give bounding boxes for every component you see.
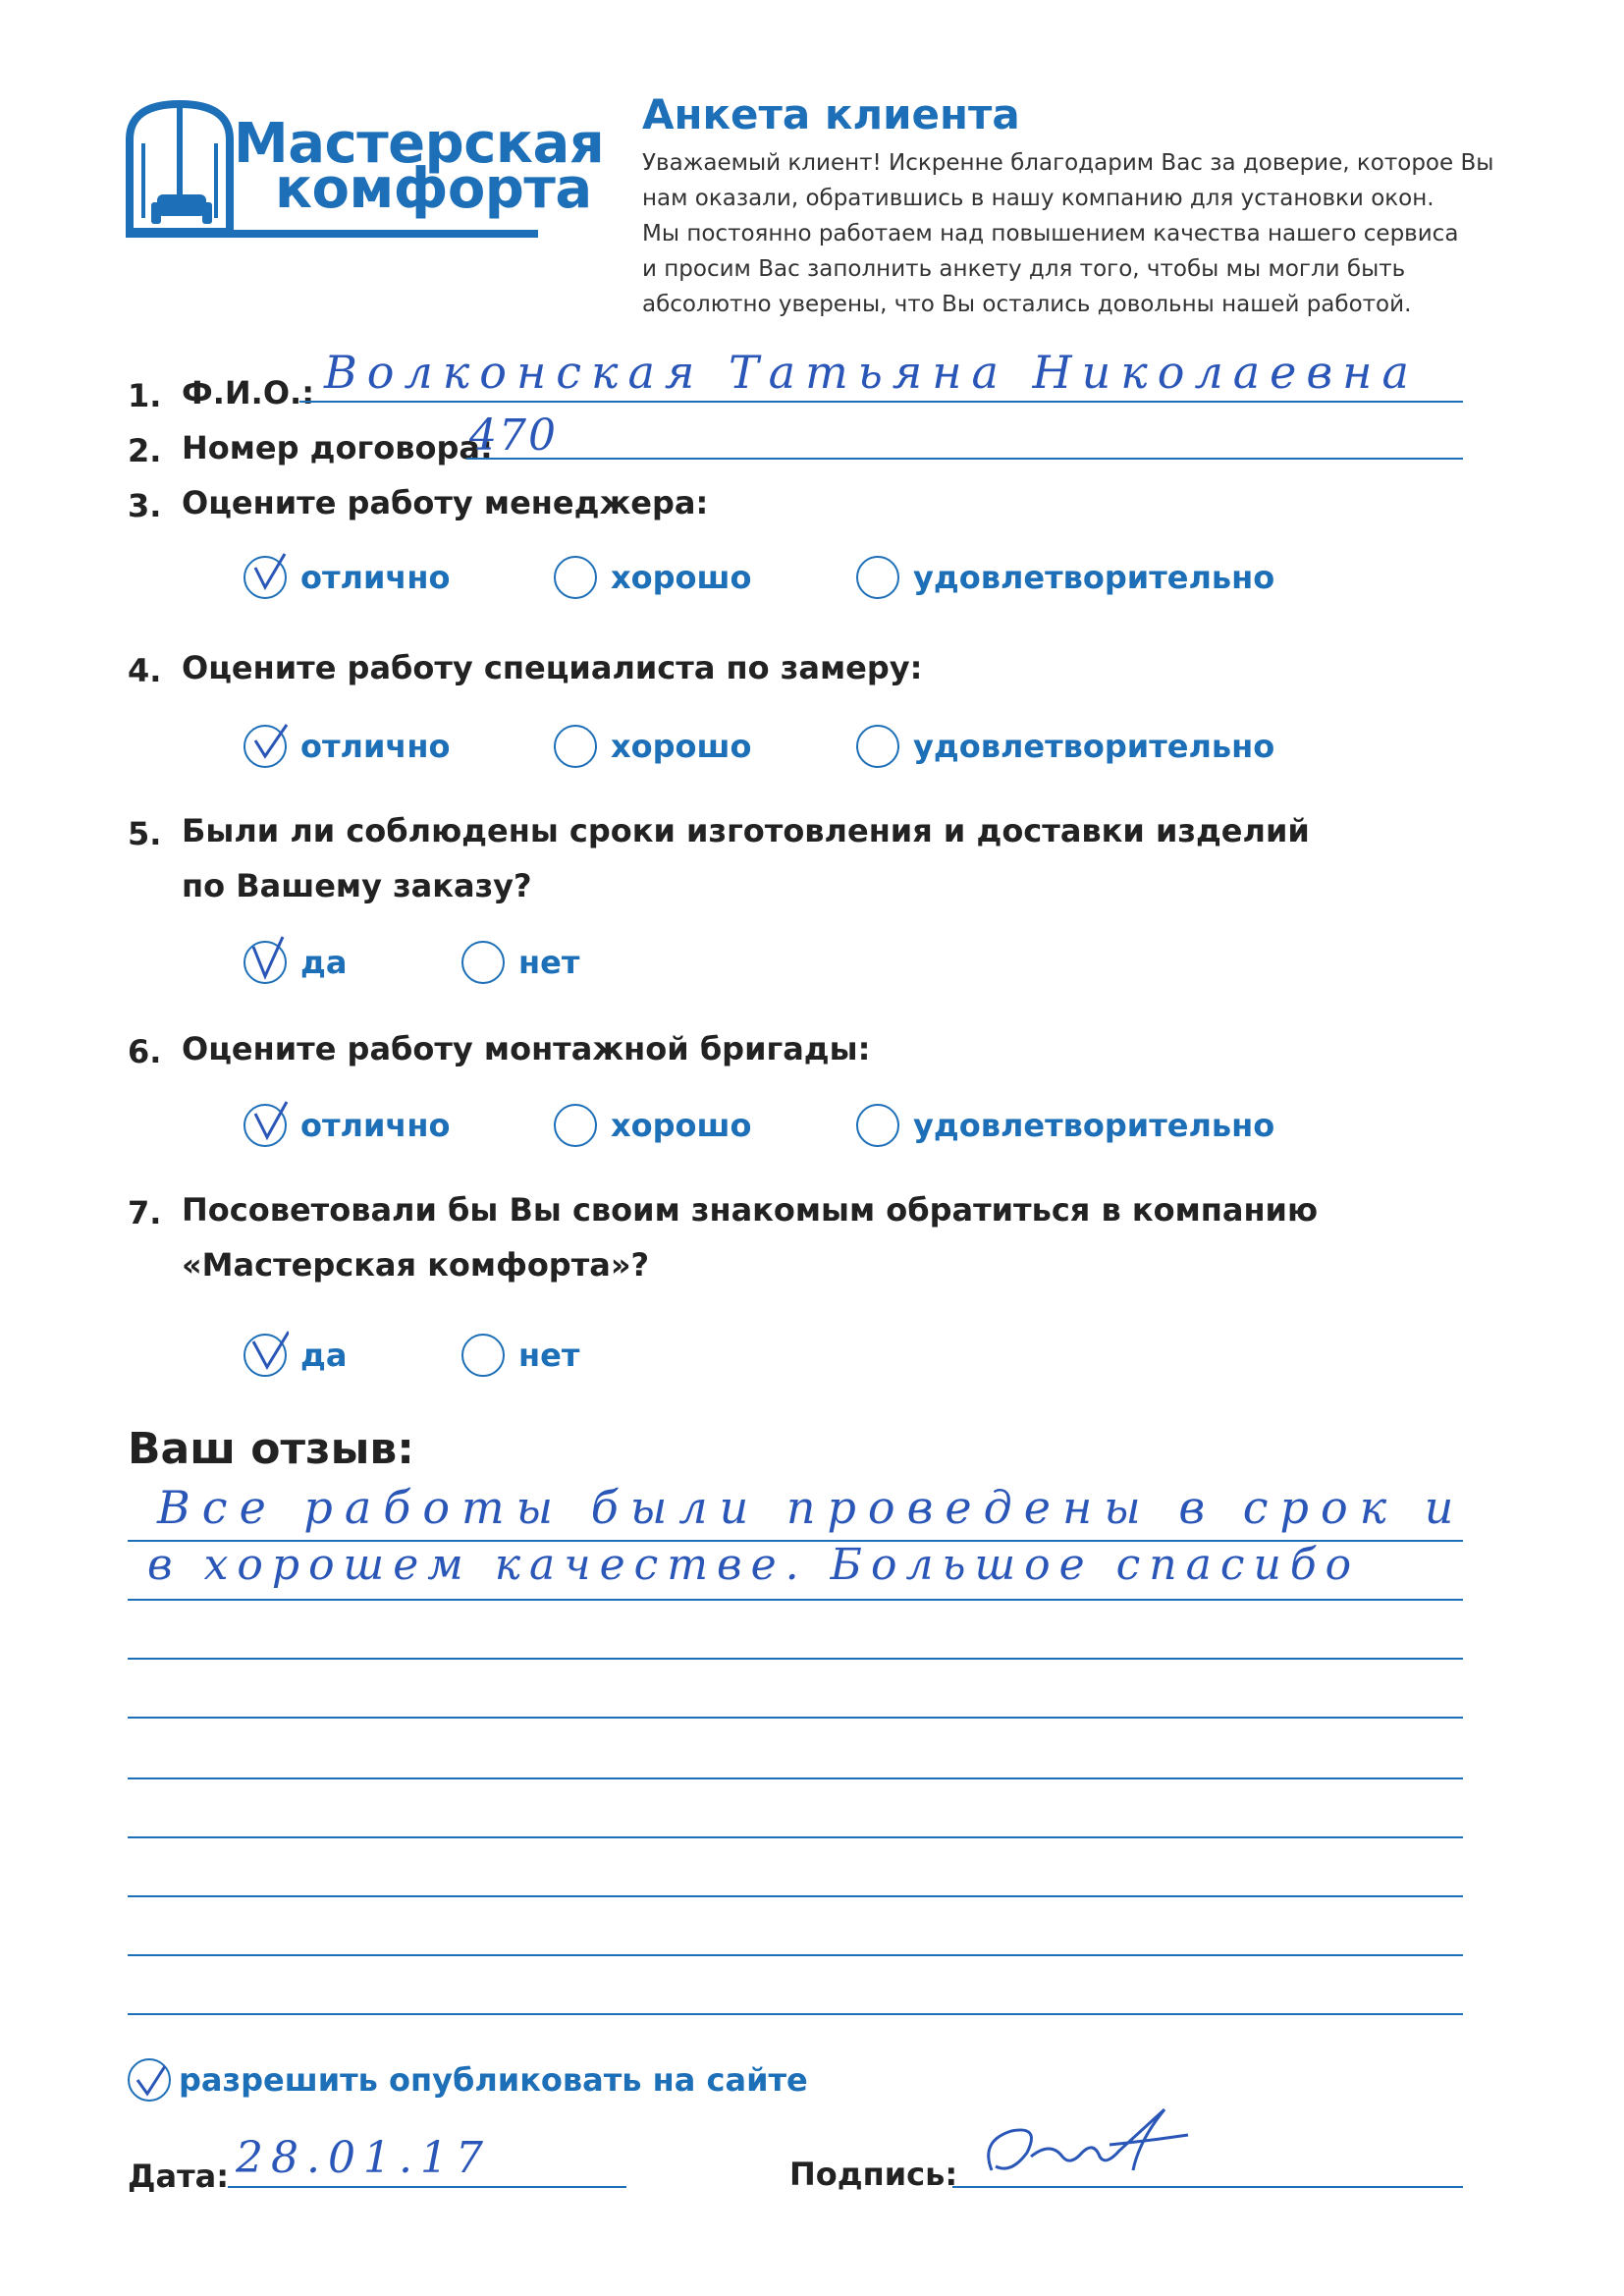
date-value[interactable]: 28.01.17	[236, 2133, 491, 2183]
review-heading: Ваш отзыв:	[128, 1424, 414, 1474]
q3-option-good[interactable]	[554, 556, 751, 599]
q1-underline	[299, 401, 1463, 403]
radio-circle[interactable]	[461, 1334, 505, 1377]
q6-options	[244, 1104, 1324, 1159]
q5-options	[244, 941, 833, 996]
check-icon	[249, 548, 289, 603]
radio-circle[interactable]	[244, 1104, 287, 1147]
review-rule	[128, 1777, 1463, 1779]
review-rule	[128, 1954, 1463, 1956]
q7-number: 7.	[128, 1194, 162, 1231]
signature-label: Подпись:	[789, 2156, 958, 2193]
review-rule	[128, 1836, 1463, 1838]
q4-option-good[interactable]	[554, 725, 751, 768]
publish-label: разрешить опубликовать на сайте	[179, 2061, 808, 2099]
handwritten-signature-icon[interactable]	[972, 2102, 1208, 2190]
radio-circle[interactable]	[244, 941, 287, 984]
window-sofa-icon	[126, 100, 234, 238]
radio-circle[interactable]	[856, 556, 899, 599]
q6-option-satisfactory[interactable]	[856, 1104, 1274, 1147]
checkbox-circle[interactable]	[128, 2058, 171, 2102]
q4-number: 4.	[128, 652, 162, 689]
q7-line1: Посоветовали бы Вы своим знакомым обратиться в компанию	[182, 1191, 1319, 1229]
q7-options	[244, 1334, 833, 1389]
intro-line: Мы постоянно работаем над повышением качества нашего сервиса	[642, 221, 1459, 246]
q1-value[interactable]: Волконская Татьяна Николаевна	[324, 346, 1419, 399]
review-rule	[128, 1717, 1463, 1719]
option-label: хорошо	[611, 559, 752, 596]
radio-circle[interactable]	[461, 941, 505, 984]
q5-line1: Были ли соблюдены сроки изготовления и доставки изделий	[182, 812, 1310, 849]
radio-circle[interactable]	[554, 556, 597, 599]
logo-line1: Мастерская	[234, 112, 605, 176]
option-label: да	[300, 944, 348, 981]
option-label: удовлетворительно	[913, 728, 1275, 765]
date-label: Дата:	[128, 2158, 230, 2195]
check-icon	[249, 717, 289, 772]
review-rule	[128, 1895, 1463, 1897]
q7-option-no[interactable]	[461, 1334, 579, 1377]
q3-label: Оцените работу менеджера:	[182, 484, 709, 521]
q2-label: Номер договора:	[182, 429, 493, 466]
q5-option-yes[interactable]	[244, 941, 347, 984]
q5-line2: по Вашему заказу?	[182, 867, 532, 904]
radio-circle[interactable]	[554, 725, 597, 768]
q4-options	[244, 725, 1324, 780]
q1-number: 1.	[128, 377, 162, 414]
date-underline	[228, 2186, 626, 2188]
intro-line: нам оказали, обратившись в нашу компанию для установки окон.	[642, 186, 1435, 211]
check-icon	[249, 1326, 289, 1381]
review-line2[interactable]: в хорошем качестве. Большое спасибо	[147, 1540, 1361, 1590]
q6-label: Оцените работу монтажной бригады:	[182, 1030, 871, 1067]
intro-line: абсолютно уверены, что Вы остались довольны нашей работой.	[642, 292, 1412, 317]
q4-option-excellent[interactable]	[244, 725, 450, 768]
radio-circle[interactable]	[244, 725, 287, 768]
review-line1[interactable]: Все работы были проведены в срок и	[157, 1481, 1466, 1534]
q7-line2: «Мастерская комфорта»?	[182, 1246, 650, 1284]
q5-number: 5.	[128, 815, 162, 852]
q3-number: 3.	[128, 487, 162, 524]
q5-option-no[interactable]	[461, 941, 579, 984]
option-label: удовлетворительно	[913, 1107, 1275, 1144]
check-icon	[249, 933, 289, 988]
radio-circle[interactable]	[244, 556, 287, 599]
q2-value[interactable]: 470	[469, 410, 558, 461]
option-label: отлично	[300, 1107, 451, 1144]
option-label: хорошо	[611, 728, 752, 765]
page-title: Анкета клиента	[642, 90, 1020, 138]
q2-underline	[466, 458, 1463, 460]
review-rule	[128, 1540, 1463, 1542]
logo-line2: комфорта	[275, 157, 592, 221]
check-icon	[132, 2054, 171, 2109]
logo	[126, 100, 605, 238]
publish-checkbox[interactable]	[128, 2058, 808, 2102]
q6-number: 6.	[128, 1033, 162, 1070]
q7-option-yes[interactable]	[244, 1334, 347, 1377]
radio-circle[interactable]	[856, 725, 899, 768]
review-rule	[128, 1599, 1463, 1601]
review-rule	[128, 1658, 1463, 1660]
option-label: отлично	[300, 559, 451, 596]
radio-circle[interactable]	[554, 1104, 597, 1147]
radio-circle[interactable]	[856, 1104, 899, 1147]
option-label: нет	[518, 944, 580, 981]
intro-line: и просим Вас заполнить анкету для того, чтобы мы могли быть	[642, 256, 1406, 282]
option-label: да	[300, 1337, 348, 1374]
q3-option-excellent[interactable]	[244, 556, 450, 599]
intro-text	[642, 145, 1526, 322]
option-label: удовлетворительно	[913, 559, 1275, 596]
option-label: нет	[518, 1337, 580, 1374]
q1-label: Ф.И.О.:	[182, 374, 314, 411]
q4-label: Оцените работу специалиста по замеру:	[182, 649, 923, 686]
q2-number: 2.	[128, 432, 162, 469]
q4-option-satisfactory[interactable]	[856, 725, 1274, 768]
option-label: отлично	[300, 728, 451, 765]
q6-option-good[interactable]	[554, 1104, 751, 1147]
check-icon	[249, 1096, 289, 1151]
q3-option-satisfactory[interactable]	[856, 556, 1274, 599]
option-label: хорошо	[611, 1107, 752, 1144]
review-rule	[128, 2013, 1463, 2015]
q6-option-excellent[interactable]	[244, 1104, 450, 1147]
radio-circle[interactable]	[244, 1334, 287, 1377]
logo-underline	[126, 230, 538, 238]
intro-line: Уважаемый клиент! Искренне благодарим Вас за доверие, которое Вы	[642, 150, 1494, 176]
q3-options	[244, 556, 1324, 611]
